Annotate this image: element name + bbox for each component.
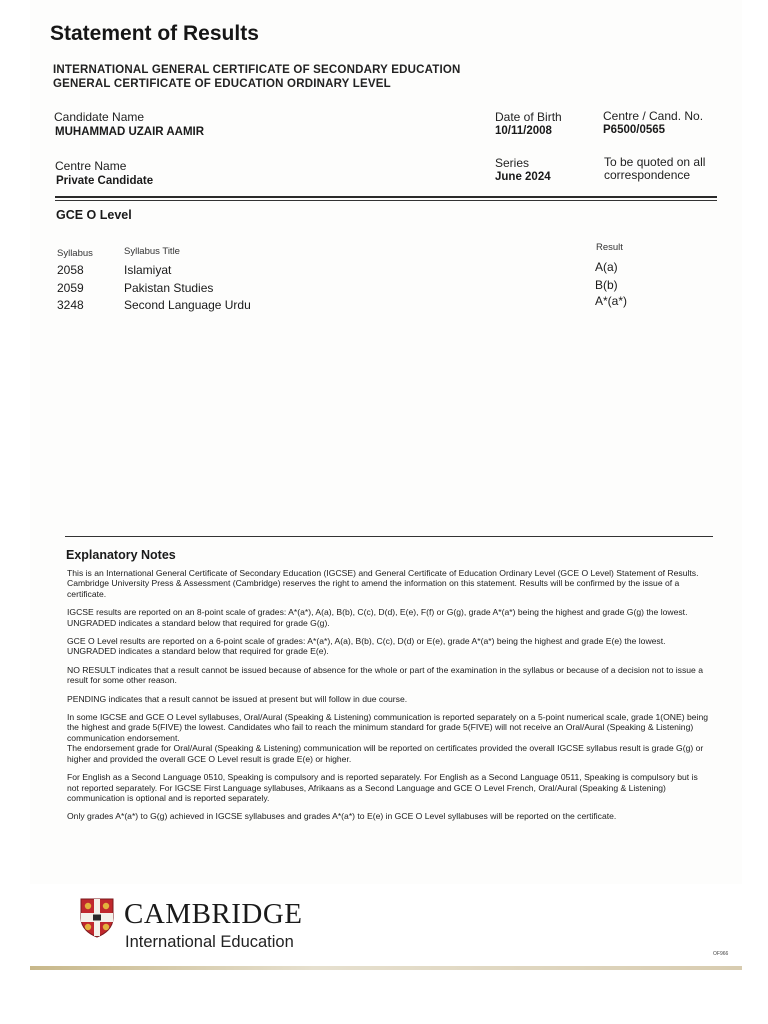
header-divider (55, 196, 717, 198)
syllabus-result: A*(a*) (595, 294, 628, 308)
qualification-line-2: GENERAL CERTIFICATE OF EDUCATION ORDINARY LEVEL (53, 78, 391, 90)
header-divider-thin (55, 200, 717, 201)
candidate-name: MUHAMMAD UZAIR AAMIR (55, 126, 205, 138)
cambridge-shield-icon (80, 898, 114, 938)
centre-cand-label: Centre / Cand. No. (603, 109, 704, 123)
col-title-header: Syllabus Title (124, 246, 180, 257)
centre-name-label: Centre Name (55, 159, 127, 173)
note-paragraph: In some IGCSE and GCE O Level syllabuses, Oral/Aural (Speaking & Listening) communication is reported separately on a 5-point numerical scale, grade 1(ONE) being the highest and grade 5(FIVE) the lowest. Candidates who fail to reach the minimum standard for grade 5(FIVE) will not receive an Oral/Aural (Speaking & Listening) communication endorsement. (67, 712, 709, 743)
results-section-title: GCE O Level (56, 208, 132, 222)
dob-label: Date of Birth (495, 110, 562, 124)
centre-name-value: Private Candidate (56, 175, 154, 187)
candidate-name-label: Candidate Name (54, 110, 145, 124)
notes-divider (65, 536, 713, 537)
brand-wordmark: CAMBRIDGE (124, 898, 303, 930)
qualification-line-1: INTERNATIONAL GENERAL CERTIFICATE OF SECONDARY EDUCATION (53, 64, 461, 76)
series-label: Series (495, 156, 530, 170)
series-value: June 2024 (495, 171, 551, 183)
centre-cand-value: P6500/0565 (603, 124, 666, 136)
brand-subtitle: International Education (125, 933, 294, 951)
col-syllabus-header: Syllabus (57, 248, 93, 259)
syllabus-title: Islamiyat (124, 263, 172, 277)
note-paragraph: This is an International General Certificate of Secondary Education (IGCSE) and General Certificate of Education Ordinary Level (GCE O Level) Statement of Results. Cambridge University Press & Assessment (Cambridge) reserves the right to amend the information on this statement. Results will be confirmed by the issue of a certificate. (67, 568, 699, 599)
syllabus-result: B(b) (595, 278, 618, 292)
quote-note-line-1: To be quoted on all (604, 155, 706, 169)
note-paragraph: PENDING indicates that a result cannot be issued at present but will follow in due course. (67, 693, 408, 704)
note-paragraph: IGCSE results are reported on an 8-point scale of grades: A*(a*), A(a), B(b), C(c), D(d), E(e), F(f) or G(g), grade A*(a*) being the highest and grade G(g) the lowest. UNGRADED indicates a standard below that required for grade G(g). (67, 607, 688, 628)
result-row (57, 294, 697, 315)
syllabus-code: 2058 (57, 263, 84, 277)
form-code: OF966 (713, 951, 729, 957)
note-paragraph: NO RESULT indicates that a result cannot be issued because of absence for the whole or part of the examination in the syllabus or because of a decision not to issue a result for some other reason. (67, 664, 703, 686)
note-paragraph: GCE O Level results are reported on a 6-point scale of grades: A*(a*), A(a), B(b), C(c), D(d) or E(e), grade A*(a*) being the highest and grade E(e) the lowest. UNGRADED indicates a standard below that required for grade E(e). (67, 636, 666, 657)
notes-heading: Explanatory Notes (66, 548, 176, 562)
syllabus-result: A(a) (595, 260, 618, 274)
page-title: Statement of Results (50, 22, 259, 45)
col-result-header: Result (596, 242, 623, 253)
note-paragraph: The endorsement grade for Oral/Aural (Speaking & Listening) communication will be reported on certificates provided the overall IGCSE syllabus result is grade G(g) or higher and provided the overall GCE O Level result is grade E(e) or higher. (67, 743, 704, 764)
quote-note-line-2: correspondence (604, 168, 691, 182)
explanatory-notes (67, 568, 712, 830)
page-edge (30, 966, 742, 970)
syllabus-title: Pakistan Studies (124, 281, 214, 295)
dob-value: 10/11/2008 (495, 125, 552, 137)
note-paragraph: Only grades A*(a*) to G(g) achieved in IGCSE syllabuses and grades A*(a*) to E(e) in GCE O Level syllabuses will be reported on the certificate. (67, 811, 617, 822)
syllabus-title: Second Language Urdu (124, 298, 251, 312)
syllabus-code: 2059 (57, 281, 84, 295)
note-paragraph: For English as a Second Language 0510, Speaking is compulsory and is reported separately. For English as a Second Language 0511, Speaking is compulsory but is not reported separately. For IGCSE First Language syllabuses, Afrikaans as a Second Language and GCE O Level French, Oral/Aural (Speaking & Listening) communication is optional and is reported separately. (67, 772, 698, 803)
syllabus-code: 3248 (57, 298, 84, 312)
